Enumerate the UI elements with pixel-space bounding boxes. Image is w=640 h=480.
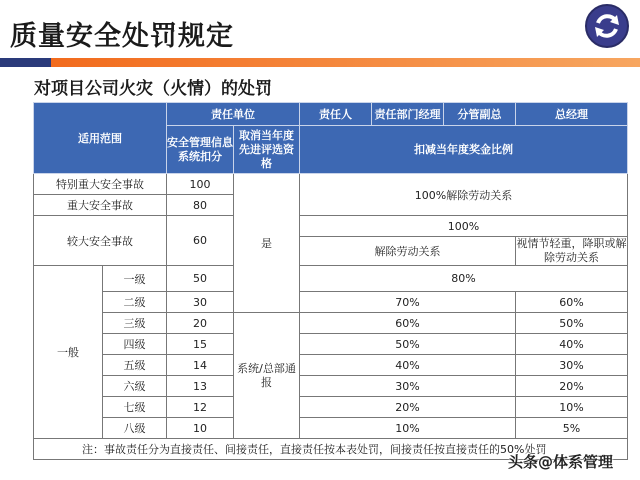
section-subtitle: 对项目公司火灾（火情）的处罚 <box>34 79 272 99</box>
header-deduct: 安全管理信息系统扣分 <box>167 126 234 174</box>
table-row <box>34 334 628 355</box>
refresh-logo-icon <box>585 4 629 48</box>
bonus-cell: 50% <box>516 313 628 334</box>
table-row <box>34 174 628 195</box>
table-row <box>34 355 628 376</box>
row-label: 较大安全事故 <box>34 216 167 266</box>
score-cell: 30 <box>167 292 234 313</box>
bonus-cell: 5% <box>516 418 628 439</box>
bonus-cell: 20% <box>300 397 516 418</box>
header-divider-band <box>0 58 640 67</box>
table-row <box>34 418 628 439</box>
bonus-cell: 100% <box>300 216 628 237</box>
cancel-system-cell: 系统/总部通报 <box>234 313 300 439</box>
bonus-cell: 60% <box>516 292 628 313</box>
row-label: 特别重大安全事故 <box>34 174 167 195</box>
level-label: 一级 <box>103 266 167 292</box>
level-label: 六级 <box>103 376 167 397</box>
level-label: 三级 <box>103 313 167 334</box>
header-cancel: 取消当年度先进评选资格 <box>234 126 300 174</box>
bonus-cell: 视情节轻重，降职或解除劳动关系 <box>516 237 627 264</box>
bonus-cell: 60% <box>300 313 516 334</box>
score-cell: 80 <box>167 195 234 216</box>
table-note: 注：事故责任分为直接责任、间接责任，直接责任按本表处罚，间接责任按直接责任的50%处罚 <box>34 439 628 460</box>
level-label: 五级 <box>103 355 167 376</box>
bonus-cell: 80% <box>300 266 628 292</box>
level-label: 七级 <box>103 397 167 418</box>
level-label: 四级 <box>103 334 167 355</box>
score-cell: 15 <box>167 334 234 355</box>
score-cell: 13 <box>167 376 234 397</box>
bonus-cell: 40% <box>300 355 516 376</box>
level-label: 八级 <box>103 418 167 439</box>
cancel-yes-cell: 是 <box>234 174 300 313</box>
bonus-cell: 50% <box>300 334 516 355</box>
header-unit: 责任单位 <box>167 103 300 126</box>
bonus-cell: 40% <box>516 334 628 355</box>
header-row-1 <box>34 103 628 126</box>
score-cell: 12 <box>167 397 234 418</box>
score-cell: 10 <box>167 418 234 439</box>
watermark: 头条@体系管理 <box>508 453 614 471</box>
table-row <box>34 397 628 418</box>
bonus-cell: 30% <box>300 376 516 397</box>
table-row <box>34 266 628 292</box>
table-row <box>34 376 628 397</box>
header-person: 责任人 <box>300 103 372 126</box>
header-gm: 总经理 <box>516 103 628 126</box>
bonus-cell: 70% <box>300 292 516 313</box>
score-cell: 100 <box>167 174 234 195</box>
table-row <box>34 292 628 313</box>
page-title: 质量安全处罚规定 <box>10 21 234 52</box>
header-bonus: 扣减当年度奖金比例 <box>300 126 628 174</box>
score-cell: 60 <box>167 216 234 266</box>
score-cell: 14 <box>167 355 234 376</box>
penalty-table <box>33 102 628 460</box>
score-cell: 20 <box>167 313 234 334</box>
bonus-cell: 10% <box>516 397 628 418</box>
row-label: 重大安全事故 <box>34 195 167 216</box>
table-row <box>34 216 628 237</box>
bonus-cell: 20% <box>516 376 628 397</box>
general-label: 一般 <box>34 266 103 439</box>
bonus-cell: 解除劳动关系 <box>300 237 516 266</box>
bonus-cell: 10% <box>300 418 516 439</box>
header-dept-manager: 责任部门经理 <box>372 103 444 126</box>
bonus-cell: 30% <box>516 355 628 376</box>
level-label: 二级 <box>103 292 167 313</box>
table-row <box>34 313 628 334</box>
header-scope: 适用范围 <box>34 103 167 174</box>
bonus-cell: 100%解除劳动关系 <box>300 174 628 216</box>
score-cell: 50 <box>167 266 234 292</box>
header-vp: 分管副总 <box>444 103 516 126</box>
